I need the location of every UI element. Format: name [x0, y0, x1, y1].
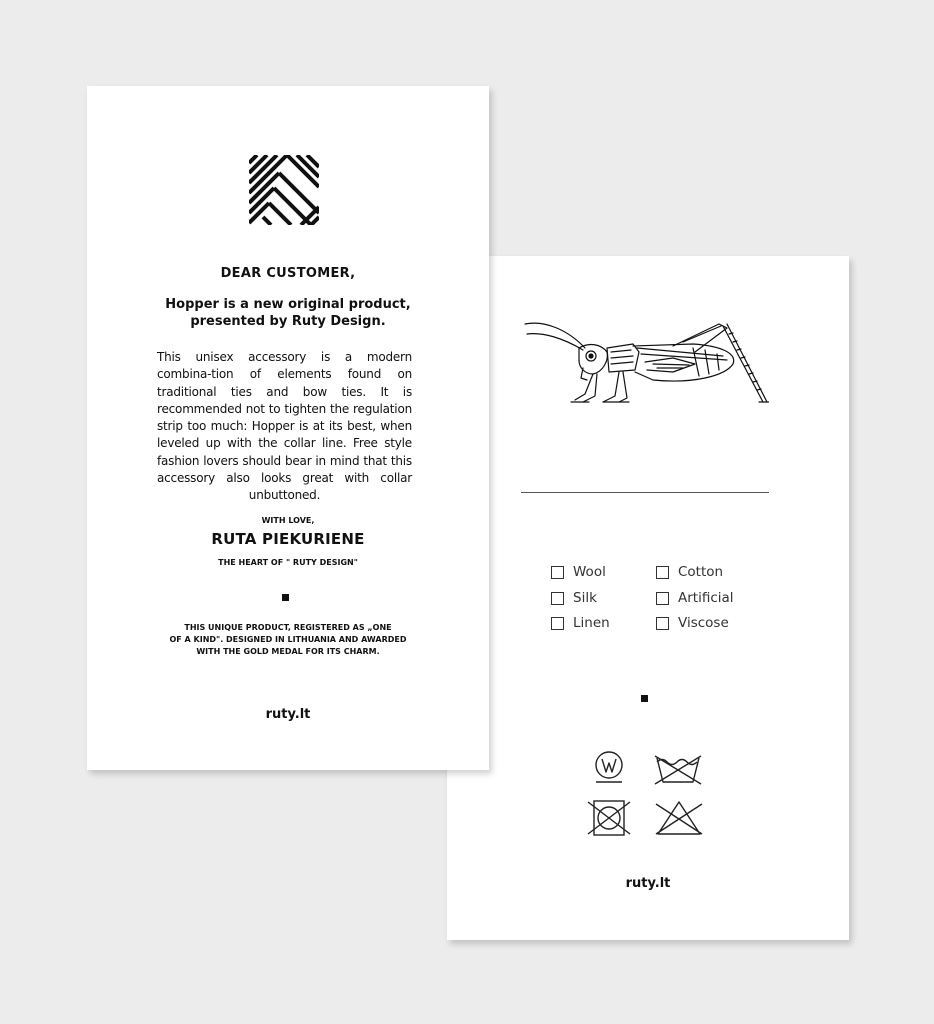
wet-clean-icon — [592, 750, 626, 784]
legal-line: OF A KIND". DESIGNED IN LITHUANIA AND AWARDED — [169, 635, 407, 644]
checkbox[interactable] — [656, 592, 669, 605]
website-url: ruty.lt — [265, 707, 311, 722]
website-url: ruty.lt — [625, 876, 671, 891]
signature-name: RUTA PIEKURIENE — [211, 530, 365, 548]
separator-square — [641, 695, 648, 702]
fabric-label: Silk — [573, 590, 597, 606]
back-card — [447, 256, 849, 940]
checkbox[interactable] — [656, 617, 669, 630]
checkbox[interactable] — [656, 566, 669, 579]
intro-text — [87, 296, 489, 330]
checkbox[interactable] — [551, 617, 564, 630]
no-bleach-icon — [654, 798, 704, 838]
signature-role: THE HEART OF " RUTY DESIGN" — [218, 558, 358, 567]
no-tumble-dry-icon — [587, 798, 631, 838]
fabric-label: Viscose — [678, 615, 729, 631]
legal-line: THIS UNIQUE PRODUCT, REGISTERED AS „ONE — [184, 623, 392, 632]
ruty-logo-icon — [249, 155, 319, 225]
intro-line: Hopper is a new original product, — [165, 297, 411, 312]
fabric-label: Linen — [573, 615, 610, 631]
with-love-label: WITH LOVE, — [261, 516, 315, 525]
checkbox[interactable] — [551, 592, 564, 605]
legal-text — [87, 622, 489, 658]
fabric-label: Cotton — [678, 564, 724, 580]
fabric-label: Wool — [573, 564, 606, 580]
intro-line: presented by Ruty Design. — [190, 314, 386, 329]
no-hand-wash-icon — [653, 752, 703, 786]
front-card — [87, 86, 489, 770]
fabric-label: Artificial — [678, 590, 734, 606]
legal-line: WITH THE GOLD MEDAL FOR ITS CHARM. — [196, 647, 380, 656]
divider-line — [521, 492, 769, 493]
separator-square — [282, 594, 289, 601]
description-paragraph: This unisex accessory is a modern combina-tion of elements found on traditional ties and bow ties. It is recommended not to tighten the regulation strip too much: Hopper is at its best, when leveled up with the collar line. Free style fashion lovers should bear in mind that this accessory also looks great with collar unbuttoned. — [157, 350, 412, 503]
greeting-heading: DEAR CUSTOMER, — [220, 266, 356, 281]
grasshopper-illustration — [523, 318, 769, 408]
checkbox[interactable] — [551, 566, 564, 579]
